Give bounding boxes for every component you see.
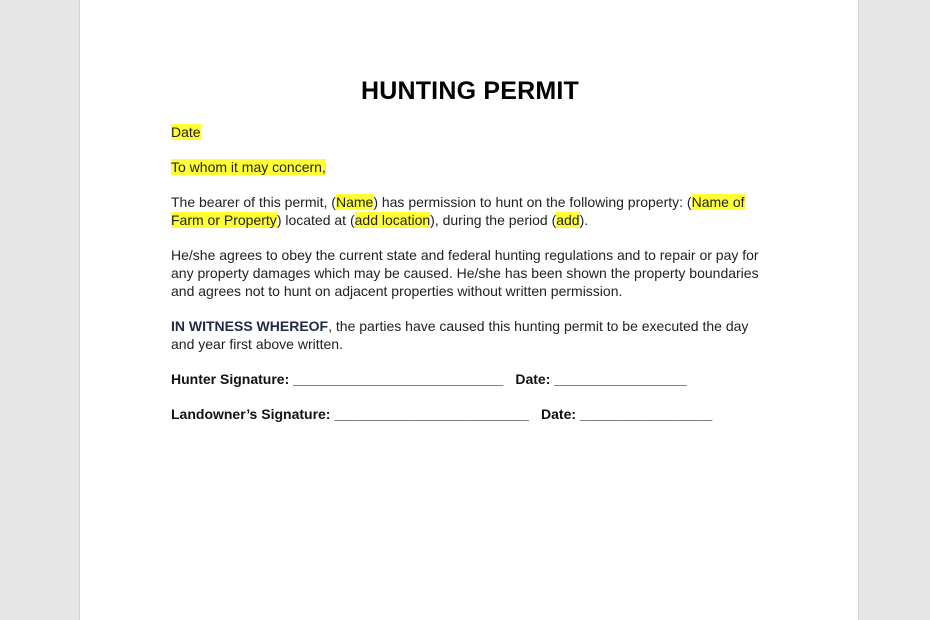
property-placeholder-a: Name of — [691, 194, 745, 210]
bearer-text-2: ) has permission to hunt on the following property: ( — [373, 194, 692, 210]
date-line — [171, 123, 771, 141]
period-placeholder: add — [556, 212, 580, 228]
witness-paragraph — [171, 317, 771, 353]
witness-lead: IN WITNESS WHEREOF — [171, 318, 329, 334]
bearer-paragraph — [171, 193, 771, 229]
bearer-text-1: The bearer of this permit, ( — [171, 194, 336, 210]
date-placeholder: Date — [171, 124, 201, 140]
landowner-signature-field: Landowner’s Signature: _________________________ — [171, 406, 530, 422]
salutation-line — [171, 158, 771, 176]
location-placeholder: add location — [354, 212, 431, 228]
bearer-text-5: ). — [579, 212, 589, 228]
landowner-date-field: Date: _________________ — [541, 406, 713, 422]
hunter-date-field: Date: _________________ — [515, 371, 687, 387]
bearer-text-3: ) located at ( — [276, 212, 355, 228]
witness-rest: , the parties have caused this hunting permit to be executed the day and year first above written. — [171, 318, 749, 352]
document-body — [171, 123, 771, 440]
landowner-signature-line — [171, 405, 771, 423]
agreement-paragraph: He/she agrees to obey the current state and federal hunting regulations and to repair or pay for any property damages which may be caused. He/she has been shown the property boundaries and agrees not to hunt on adjacent properties without written permission. — [171, 247, 759, 299]
property-placeholder-b: Farm or Property — [171, 212, 277, 228]
document-page — [79, 0, 859, 620]
bearer-text-4: ), during the period ( — [430, 212, 557, 228]
hunter-signature-field: Hunter Signature: ___________________________ — [171, 371, 504, 387]
document-title: HUNTING PERMIT — [360, 77, 580, 105]
salutation: To whom it may concern, — [171, 159, 326, 175]
name-placeholder: Name — [335, 194, 374, 210]
hunter-signature-line — [171, 370, 771, 388]
